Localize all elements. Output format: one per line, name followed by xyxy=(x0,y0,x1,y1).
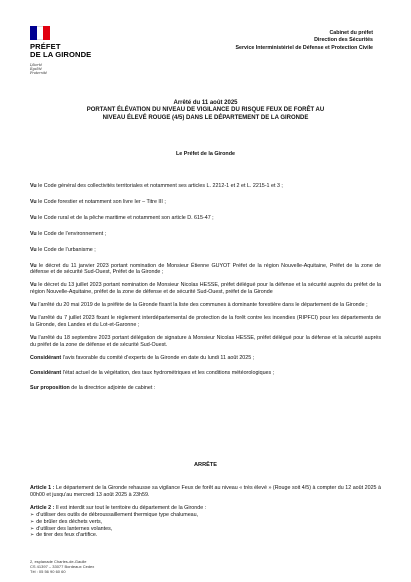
decree-title-line1: PORTANT ÉLÉVATION DU NIVEAU DE VIGILANCE DU RISQUE FEUX DE FORÊT AU xyxy=(86,107,325,114)
arrow-bullet-icon: ➢ xyxy=(30,518,35,525)
motto-liberte: Liberté xyxy=(30,63,43,67)
marianne-flag-icon xyxy=(30,26,50,40)
arrow-bullet-icon: ➢ xyxy=(30,511,35,518)
logo-motto xyxy=(30,63,100,75)
consideration-item: Vu le Code général des collectivités territoriales et notamment ses articles L. 2212-1 et 2 et L. 2215-1 et 3 ; xyxy=(30,183,283,189)
list-item: ➢ de brûler des déchets verts, xyxy=(30,518,103,525)
list-item: ➢ d’utiliser des lanternes volantes, xyxy=(30,525,113,532)
decree-articles xyxy=(30,485,381,539)
list-item: ➢ d’utiliser des outils de débroussaillement thermique type chalumeau, xyxy=(30,511,199,518)
article-1: Article 1 : Le département de la Gironde rehausse sa vigilance Feux de forêt au niveau « très élevé » (Rouge soit 4/5) à compter du 12 août 2025 à 00h00 et jusqu’au mercredi 13 août 2025 à 23h59. xyxy=(30,485,381,498)
considerations xyxy=(30,183,381,391)
arrow-bullet-icon: ➢ xyxy=(30,525,35,532)
header-cabinet: Cabinet du préfet xyxy=(329,30,373,36)
motto-fraternite: Fraternité xyxy=(30,71,48,75)
consideration-item: Vu le Code de l’environnement ; xyxy=(30,230,107,237)
decree-date: Arrêté du 11 août 2025 xyxy=(173,100,238,106)
consideration-item: Vu le Code de l’urbanisme ; xyxy=(30,246,96,253)
section-title-arrete: ARRÊTE xyxy=(194,462,217,468)
consideration-item: Vu le décret du 13 juillet 2023 portant nomination de Monsieur Nicolas HESSE, préfet délégué pour la défense et la sécurité auprès du préfet de la région Nouvelle-Aquitaine, préfet de la zone de défense et de sécurité Sud-Ouest, préfet de la Gironde xyxy=(30,282,381,296)
consideration-item: Considérant l’état actuel de la végétation, des taux hydrométriques et les conditions météorologiques ; xyxy=(30,369,275,376)
address-footer xyxy=(30,559,94,574)
decree-title-line2: NIVEAU ÉLEVÉ ROUGE (4/5) DANS LE DÉPARTEMENT DE LA GIRONDE xyxy=(102,114,309,121)
consideration-item: Vu l’arrêté du 7 juillet 2023 fixant le règlement interdépartemental de protection de la forêt contre les incendies (RIPFCI) pour les départements de la Gironde, des Landes et du Lot-et-Garonne ; xyxy=(30,315,381,328)
decree-title xyxy=(30,100,381,122)
issuing-authority: Le Préfet de la Gironde xyxy=(175,151,235,157)
footer-street: 2, esplanade Charles-de-Gaulle xyxy=(30,559,87,564)
article-2: Article 2 : Il est interdit sur tout le territoire du département de la Gironde : xyxy=(30,504,207,511)
consideration-item: Considérant l’avis favorable du comité d’experts de la Gironde en date du lundi 11 août 2025 ; xyxy=(30,354,255,361)
footer-city: CS 41397 – 33077 Bordeaux Cedex xyxy=(30,564,95,569)
consideration-item: Vu l’arrêté du 18 septembre 2023 portant délégation de signature à Monsieur Nicolas HESSE, préfet délégué pour la défense et la sécurité auprès du préfet de la zone de défense et de sécurité Sud-Ouest. xyxy=(30,334,381,348)
list-item: ➢ de tirer des feux d’artifice. xyxy=(30,532,98,539)
logo-title-line2: DE LA GIRONDE xyxy=(30,50,92,59)
header-direction: Direction des Sécurités xyxy=(314,37,373,44)
header-service: Service Interministériel de Défense et Protection Civile xyxy=(235,44,373,51)
consideration-item: Vu le Code rural et de la pêche maritime et notamment son article D. 615-47 ; xyxy=(30,214,214,221)
article-2-list xyxy=(30,512,381,540)
consideration-item: Vu le Code forestier et notamment son livre Ier – Titre III ; xyxy=(30,198,166,205)
consideration-item: Vu le décret du 11 janvier 2023 portant nomination de Monsieur Étienne GUYOT Préfet de la région Nouvelle-Aquitaine, Préfet de la zone de défense et de sécurité Sud-Ouest, Préfet de la Gironde ; xyxy=(30,262,381,276)
issuing-service-header xyxy=(236,30,373,52)
logo-title-line1: PRÉFET xyxy=(30,42,61,51)
consideration-item: Sur proposition de la directrice adjointe de cabinet : xyxy=(30,384,156,391)
prefecture-logo xyxy=(30,26,100,75)
arrow-bullet-icon: ➢ xyxy=(30,532,35,539)
footer-phone: Tél : 05 56 90 60 60 xyxy=(30,569,66,574)
consideration-item: Vu l’arrêté du 20 mai 2019 de la préfète de la Gironde fixant la liste des communes à dominante forestière dans le département de la Gironde ; xyxy=(30,302,368,309)
motto-egalite: Égalité xyxy=(30,67,42,71)
